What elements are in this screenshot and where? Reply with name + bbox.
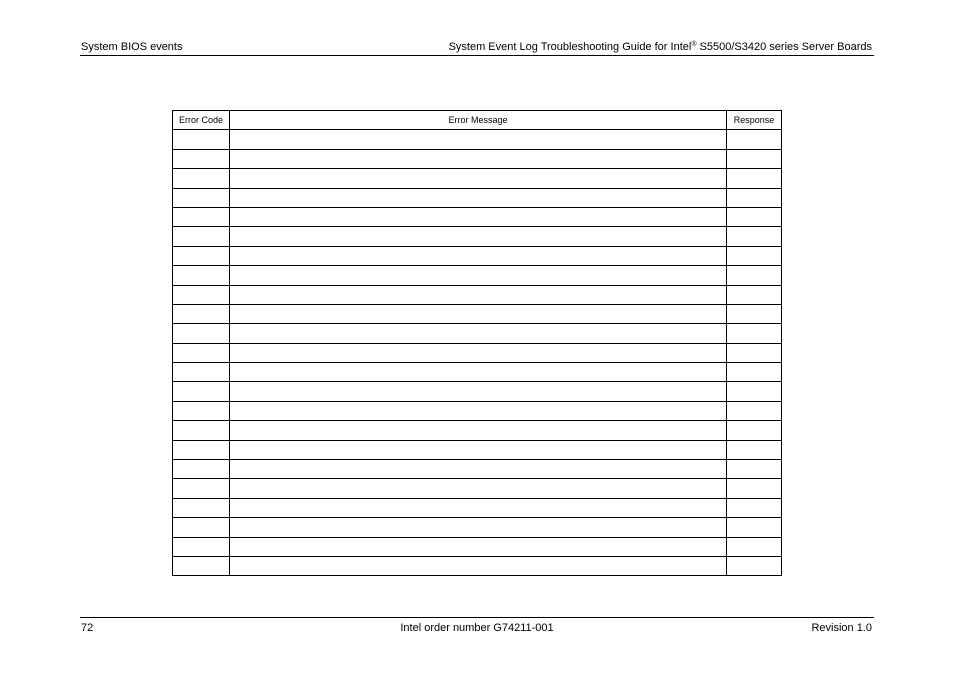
cell-error-code — [173, 304, 230, 323]
table-row — [173, 556, 782, 575]
cell-response — [727, 343, 782, 362]
cell-error-code — [173, 188, 230, 207]
cell-error-message — [230, 401, 727, 420]
table-row — [173, 460, 782, 479]
cell-error-code — [173, 363, 230, 382]
cell-response — [727, 479, 782, 498]
column-header-error-code: Error Code — [173, 111, 230, 130]
cell-error-message — [230, 149, 727, 168]
cell-error-message — [230, 130, 727, 149]
cell-response — [727, 149, 782, 168]
cell-error-message — [230, 343, 727, 362]
table-row — [173, 343, 782, 362]
cell-error-message — [230, 518, 727, 537]
column-header-response: Response — [727, 111, 782, 130]
cell-response — [727, 363, 782, 382]
header-section-title: System BIOS events — [81, 41, 183, 53]
cell-error-message — [230, 421, 727, 440]
cell-error-message — [230, 324, 727, 343]
table-row — [173, 401, 782, 420]
cell-error-message — [230, 285, 727, 304]
cell-response — [727, 460, 782, 479]
guide-title-suffix: S5500/S3420 series Server Boards — [696, 41, 872, 53]
cell-response — [727, 382, 782, 401]
cell-response — [727, 285, 782, 304]
table-row — [173, 130, 782, 149]
cell-response — [727, 498, 782, 517]
cell-response — [727, 304, 782, 323]
cell-response — [727, 207, 782, 226]
cell-response — [727, 324, 782, 343]
cell-response — [727, 440, 782, 459]
cell-response — [727, 266, 782, 285]
table-row — [173, 149, 782, 168]
cell-response — [727, 188, 782, 207]
table-row — [173, 227, 782, 246]
cell-error-code — [173, 169, 230, 188]
cell-error-code — [173, 343, 230, 362]
cell-error-code — [173, 266, 230, 285]
cell-error-code — [173, 227, 230, 246]
table-row — [173, 537, 782, 556]
cell-response — [727, 169, 782, 188]
table-header-row — [173, 111, 782, 130]
table-row — [173, 207, 782, 226]
page-number: 72 — [81, 622, 94, 634]
table-body — [173, 130, 782, 576]
table-row — [173, 285, 782, 304]
cell-error-code — [173, 537, 230, 556]
cell-error-message — [230, 304, 727, 323]
table-row — [173, 382, 782, 401]
table-row — [173, 169, 782, 188]
cell-error-message — [230, 169, 727, 188]
table-row — [173, 188, 782, 207]
cell-error-message — [230, 460, 727, 479]
cell-response — [727, 130, 782, 149]
cell-error-code — [173, 401, 230, 420]
cell-error-code — [173, 440, 230, 459]
cell-error-code — [173, 130, 230, 149]
cell-error-code — [173, 285, 230, 304]
order-number: Intel order number G74211-001 — [400, 622, 554, 634]
cell-error-code — [173, 324, 230, 343]
footer-rule — [80, 617, 874, 618]
table-row — [173, 479, 782, 498]
registered-mark: ® — [691, 41, 697, 48]
cell-error-message — [230, 479, 727, 498]
cell-error-message — [230, 556, 727, 575]
cell-error-message — [230, 440, 727, 459]
cell-error-code — [173, 460, 230, 479]
cell-error-message — [230, 266, 727, 285]
error-code-table — [172, 110, 782, 576]
cell-error-code — [173, 479, 230, 498]
header-rule — [80, 55, 874, 56]
cell-error-message — [230, 207, 727, 226]
cell-error-message — [230, 498, 727, 517]
cell-error-code — [173, 421, 230, 440]
table-row — [173, 246, 782, 265]
cell-error-code — [173, 382, 230, 401]
cell-response — [727, 556, 782, 575]
cell-error-code — [173, 518, 230, 537]
cell-response — [727, 421, 782, 440]
table-row — [173, 498, 782, 517]
cell-error-message — [230, 382, 727, 401]
revision: Revision 1.0 — [811, 622, 872, 634]
column-header-error-message: Error Message — [230, 111, 727, 130]
cell-error-code — [173, 149, 230, 168]
cell-error-message — [230, 537, 727, 556]
cell-error-message — [230, 363, 727, 382]
cell-error-message — [230, 227, 727, 246]
cell-response — [727, 518, 782, 537]
table-row — [173, 440, 782, 459]
guide-title-text: System Event Log Troubleshooting Guide for Intel — [448, 41, 692, 53]
table-row — [173, 304, 782, 323]
cell-response — [727, 227, 782, 246]
cell-error-code — [173, 498, 230, 517]
cell-error-message — [230, 246, 727, 265]
cell-error-message — [230, 188, 727, 207]
cell-error-code — [173, 207, 230, 226]
table-row — [173, 363, 782, 382]
table-row — [173, 518, 782, 537]
table-row — [173, 324, 782, 343]
cell-response — [727, 537, 782, 556]
cell-error-code — [173, 556, 230, 575]
header-guide-title — [449, 41, 872, 53]
cell-response — [727, 246, 782, 265]
cell-error-code — [173, 246, 230, 265]
table-row — [173, 266, 782, 285]
cell-response — [727, 401, 782, 420]
table-row — [173, 421, 782, 440]
